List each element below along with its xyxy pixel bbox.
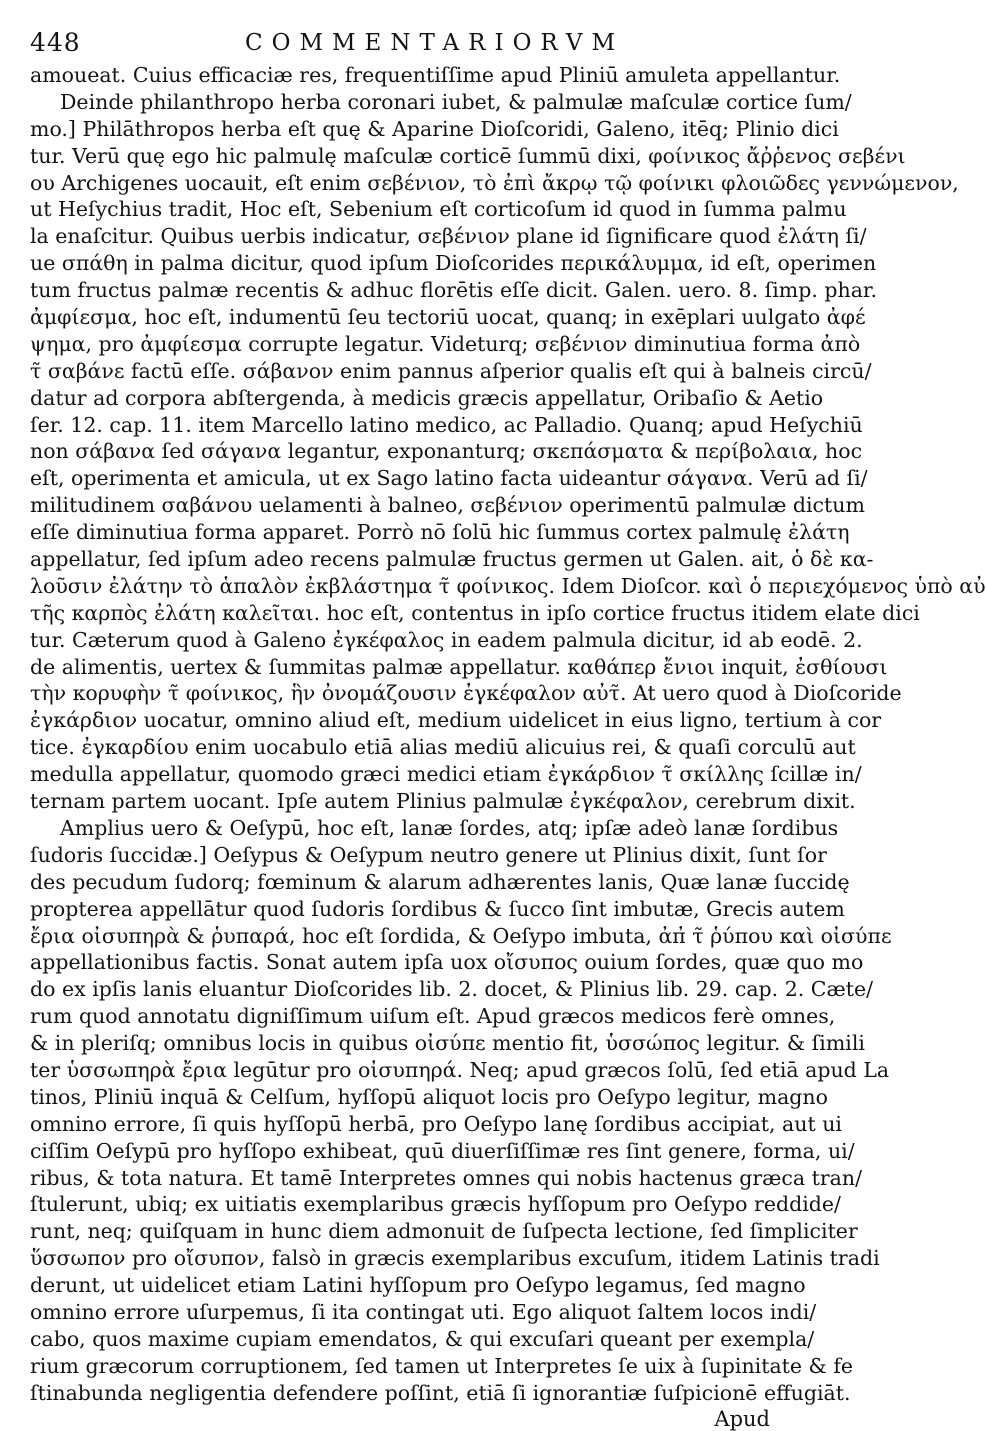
text-line: τ̃ σαβάνε factū eſſe. σάβανον enim pannus aſperior qualis eſt qui à balneis circū/ xyxy=(30,358,872,383)
text-line: mo.] Philāthropos herba eſt quę & Aparine Dioſcoridi, Galeno, itēq; Plinio dici xyxy=(30,116,839,141)
text-line: tinos, Pliniū inquā & Celſum, hyſſopū aliquot locis pro Oeſypo legitur, magno xyxy=(30,1084,828,1109)
text-line: ſtulerunt, ubiq; ex uitiatis exemplaribus græcis hyſſopum pro Oeſypo reddide/ xyxy=(30,1192,841,1217)
text-line: la enaſcitur. Quibus uerbis indicatur, σεβένιον plane id ſignificare quod ἐλάτη ſi/ xyxy=(30,224,867,249)
text-line: eſſe diminutiua forma apparet. Porrò nō ſolū hic ſummus cortex palmulę ἐλάτη xyxy=(30,520,850,545)
text-line: propterea appellātur quod ſudoris ſordibus & ſucco ſint imbutæ, Grecis autem xyxy=(30,896,845,921)
text-line: medulla appellatur, quomodo græci medici etiam ἐγκάρδιον τ̃ σκίλλης ſcillæ in/ xyxy=(30,762,862,787)
text-line: militudinem σαβάνου uelamenti à balneo, σεβένιον operimentū palmulæ dictum xyxy=(30,493,865,518)
text-line: ribus, & tota natura. Et tamē Interpretes omnes qui nobis hactenus græca tran/ xyxy=(30,1165,862,1190)
text-line: ου Archigenes uocauit, eſt enim σεβένιον, τὸ ἐπὶ ἄκρῳ τῷ φοίνικι φλοιῶδες γεννώμενον, xyxy=(30,170,959,195)
text-line: ciſſim Oeſypū pro hyſſopo exhibeat, quū diuerſiſſimæ res ſint genere, forma, ui/ xyxy=(30,1138,855,1163)
text-line: cabo, quos maxime cupiam emendatos, & qui excuſari queant per exempla/ xyxy=(30,1326,815,1351)
text-line: derunt, ut uidelicet etiam Latini hyſſopum pro Oeſypo legamus, ſed magno xyxy=(30,1273,806,1298)
text-line: ἔρια οἰσυπηρὰ & ῥυπαρά, hoc eſt ſordida, & Oeſypo imbuta, ἀπ̓ τ̃ ῥύπου καὶ οἰσύπε xyxy=(30,923,892,948)
text-line: rum quod annotatu digniſſimum uiſum eſt. Apud græcos medicos ferè omnes, xyxy=(30,1004,836,1029)
text-line: ſudoris ſuccidæ.] Oeſypus & Oeſypum neutro genere ut Plinius dixit, ſunt ſor xyxy=(30,842,827,867)
text-line: des pecudum ſudorq; fœminum & alarum adhærentes lanis, Quæ lanæ ſuccidę xyxy=(30,869,850,894)
text-line: Amplius uero & Oeſypū, hoc eſt, lanæ ſordes, atq; ipſæ adeò lanæ ſordibus xyxy=(60,815,839,840)
text-line: ter ὑσσωπηρὰ ἔρια legūtur pro οἰσυπηρά. Neq; apud græcos ſolū, ſed etiā apud La xyxy=(30,1057,890,1082)
text-line: appellatur, ſed ipſum adeo recens palmulæ fructus germen ut Galen. ait, ὁ δὲ κα- xyxy=(30,547,874,572)
text-line: non σάβανα ſed σάγανα legantur, exponanturq; σκεπάσματα & περίβολαια, hoc xyxy=(30,439,863,464)
text-line: ut Heſychius tradit, Hoc eſt, Sebenium eſt corticoſum id quod in ſumma palmu xyxy=(30,197,847,222)
text-line: ſer. 12. cap. 11. item Marcello latino medico, ac Palladio. Quanq; apud Heſychiū xyxy=(30,412,863,437)
text-line: eſt, operimenta et amicula, ut ex Sago latino facta uideantur σάγανα. Verū ad ſi/ xyxy=(30,466,868,491)
text-line: ue σπάθη in palma dicitur, quod ipſum Dioſcorides περικάλυμμα, id eſt, operimen xyxy=(30,251,877,276)
text-line: amoueat. Cuius efficaciæ res, frequentiſſime apud Pliniū amuleta appellantur. xyxy=(30,63,841,87)
text-line: rium græcorum corruptionem, ſed tamen ut Interpretes ſe uix à ſupinitate & fe xyxy=(30,1353,854,1378)
text-line: runt, neq; quiſquam in hunc diem admonuit de ſuſpecta lectione, ſed ſimpliciter xyxy=(30,1219,858,1244)
text-line: ἀμφίεσμα, hoc eſt, indumentū ſeu tectoriū uocat, quanq; in exēplari uulgato ἀφέ xyxy=(30,305,866,330)
text-line: ἐγκάρδιον uocatur, omnino aliud eſt, medium uidelicet in eius ligno, tertium à cor xyxy=(30,708,882,733)
text-line: & in pleriſq; omnibus locis in quibus οἰσύπε mentio fit, ὑσσώπος legitur. & ſimili xyxy=(30,1031,865,1056)
text-line: tice. ἐγκαρδίου enim uocabulo etiā alias mediū alicuius rei, & quaſi corculū aut xyxy=(30,735,856,760)
text-line: omnino errore uſurpemus, ſi ita contingat uti. Ego aliquot ſaltem locos indi/ xyxy=(30,1299,817,1324)
text-line: τὴν κορυφὴν τ̃ φοίνικος, ἣν ὀνομάζουσιν ἐγκέφαλον αὐτ̃. At uero quod à Dioſcoride xyxy=(30,681,902,706)
text-line: Deinde philanthropo herba coronari iubet, & palmulæ maſculæ cortice ſum/ xyxy=(60,89,852,114)
text-line: τῆς καρπὸς ἐλάτη καλεῖται. hoc eſt, contentus in ipſo cortice fructus itidem elate dici xyxy=(30,600,920,625)
text-line: tur. Cæterum quod à Galeno ἐγκέφαλος in eadem palmula dicitur, id ab eodē. 2. xyxy=(30,627,863,652)
text-line: λοῦσιν ἐλάτην τὸ ἁπαλὸν ἐκβλάστημα τ̃ φοίνικος. Idem Dioſcor. καὶ ὁ περιεχόμενος ὑπὸ αὐ xyxy=(30,573,986,598)
text-line: ſtinabunda negligentia defendere poſſint, etiā ſi ignorantiæ ſuſpicionē effugiāt. xyxy=(30,1380,851,1405)
text-line: omnino errore, ſi quis hyſſopū herbā, pro Oeſypo lanę ſordibus accipiat, aut ui xyxy=(30,1111,842,1136)
text-line: datur ad corpora abſtergenda, à medicis græcis appellatur, Oribaſio & Aetio xyxy=(30,385,824,410)
catchword: Apud xyxy=(714,1406,770,1431)
page-number: 448 xyxy=(30,28,81,57)
text-line: de alimentis, uertex & ſummitas palmæ appellatur. καθάπερ ἔνιοι inquit, ἐσθίουσι xyxy=(30,654,888,679)
text-line: tur. Verū quę ego hic palmulę maſculæ corticē ſummū dixi, φοίνικος ἄῤῥενος σεβένι xyxy=(30,143,906,168)
running-head: COMMENTARIORVM xyxy=(245,30,625,56)
text-line: do ex ipſis lanis eluantur Dioſcorides lib. 2. docet, & Plinius lib. 29. cap. 2. Cæte/ xyxy=(30,977,874,1002)
text-line: ὕσσωπον pro οἴσυπον, falsò in græcis exemplaribus excuſum, itidem Latinis tradi xyxy=(30,1246,880,1271)
text-line: ψημα, pro ἀμφίεσμα corrupte legatur. Videturq; σεβένιον diminutiua forma ἀπὸ xyxy=(30,331,861,356)
body-text xyxy=(30,62,986,1407)
text-line: ternam partem uocant. Ipſe autem Plinius palmulæ ἐγκέφαλον, cerebrum dixit. xyxy=(30,789,856,814)
page-header xyxy=(30,22,774,62)
text-line: appellationibus factis. Sonat autem ipſa uox οἴσυπος ouium ſordes, quæ quo mo xyxy=(30,950,864,975)
text-line: tum fructus palmæ recentis & adhuc florētis eſſe dicit. Galen. uero. 8. ſimp. phar. xyxy=(30,278,877,303)
